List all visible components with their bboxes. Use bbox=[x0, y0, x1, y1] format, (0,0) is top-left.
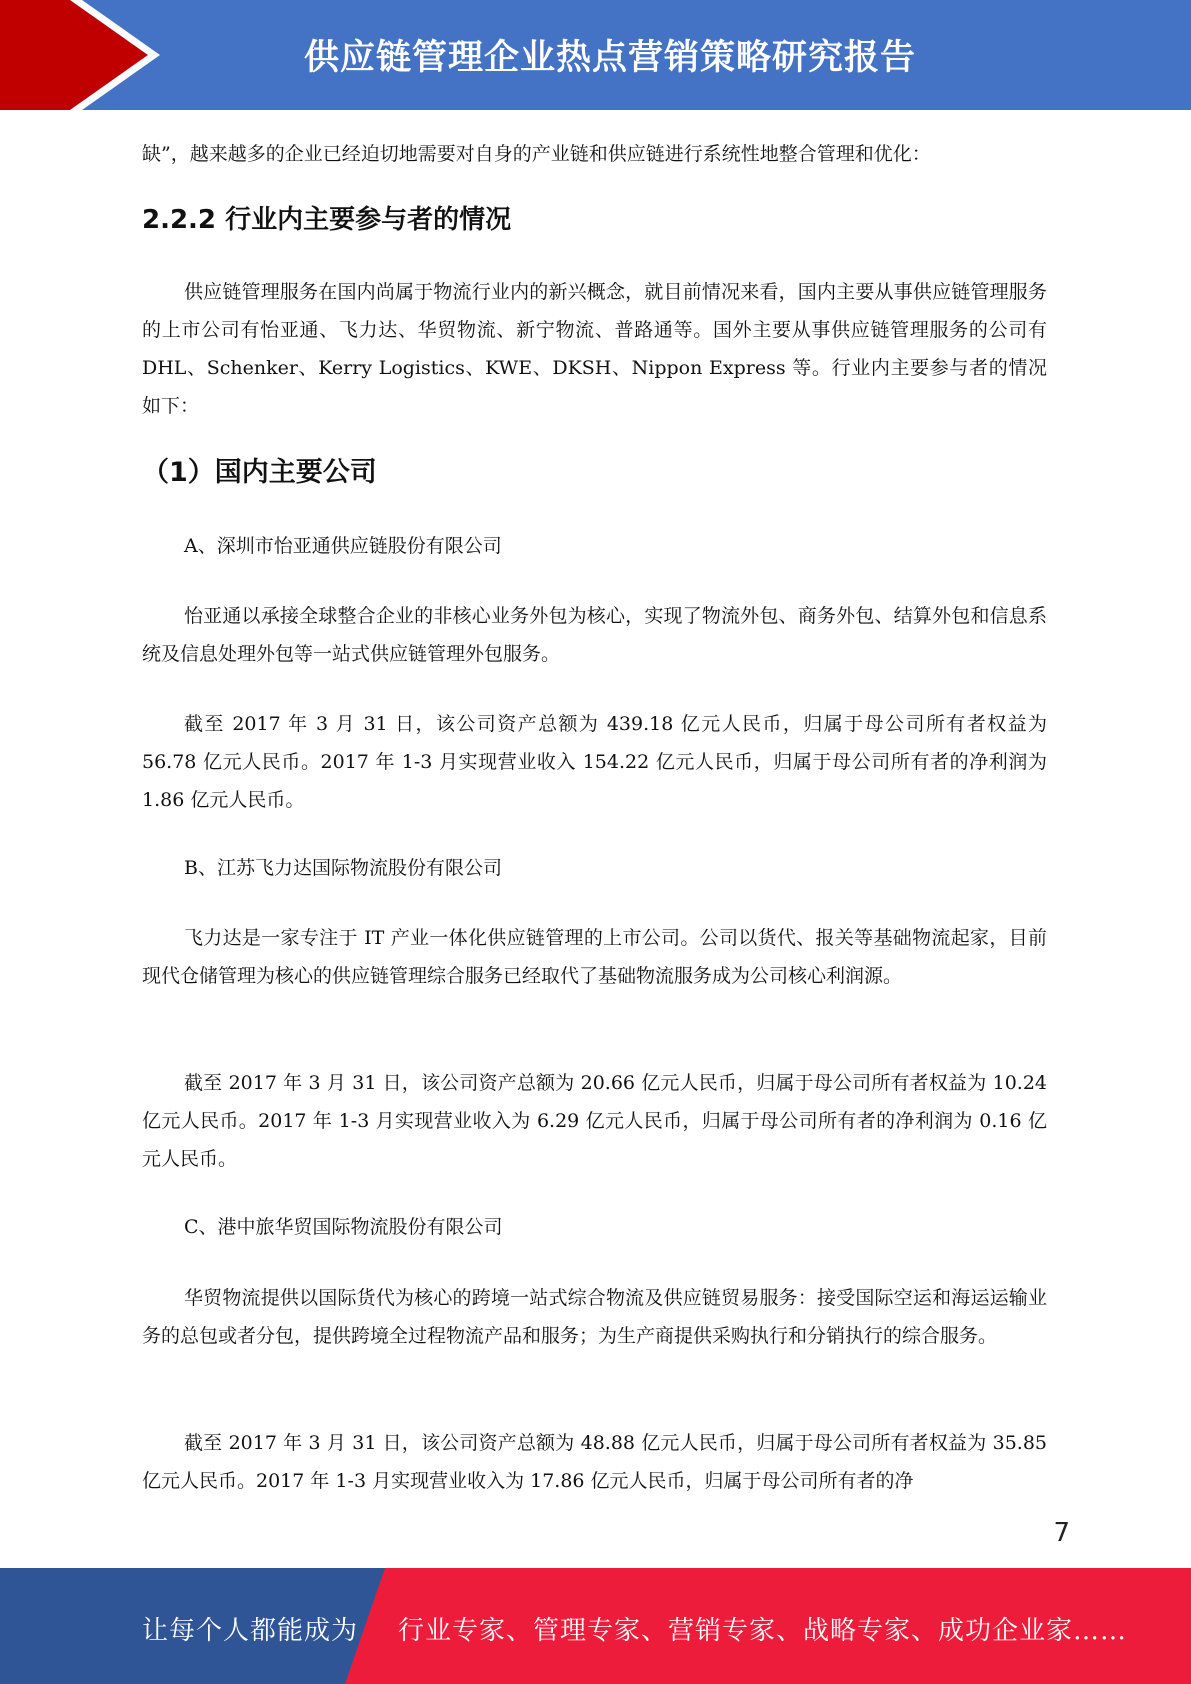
company-description: 飞力达是一家专注于 IT 产业一体化供应链管理的上市公司。公司以货代、报关等基础物流起家，目前现代仓储管理为核心的供应链管理综合服务已经取代了基础物流服务成为公司核心利润源。 bbox=[142, 927, 1047, 987]
section-heading: 2.2.2 行业内主要参与者的情况 bbox=[142, 205, 512, 235]
company-name: A、深圳市怡亚通供应链股份有限公司 bbox=[184, 535, 502, 557]
company-name: C、港中旅华贸国际物流股份有限公司 bbox=[184, 1216, 503, 1238]
company-financials: 截至 2017 年 3 月 31 日，该公司资产总额为 439.18 亿元人民币，归属于母公司所有者权益为 56.78 亿元人民币。2017 年 1-3 月实现营业收入 154.22 亿元人民币，归属于母公司所有者的净利润为 1.86 亿元人民币。 bbox=[142, 713, 1047, 811]
footer-slogan-left: 让每个人都能成为 bbox=[142, 1616, 359, 1646]
subsection-heading: （1）国内主要公司 bbox=[142, 457, 377, 488]
page-header bbox=[0, 0, 1191, 110]
company-financials: 截至 2017 年 3 月 31 日，该公司资产总额为 48.88 亿元人民币，归属于母公司所有者权益为 35.85 亿元人民币。2017 年 1-3 月实现营业收入为 17.86 亿元人民币，归属于母公司所有者的净 bbox=[142, 1432, 1047, 1492]
company-financials: 截至 2017 年 3 月 31 日，该公司资产总额为 20.66 亿元人民币，归属于母公司所有者权益为 10.24 亿元人民币。2017 年 1-3 月实现营业收入为 6.29 亿元人民币，归属于母公司所有者的净利润为 0.16 亿元人民币。 bbox=[142, 1072, 1047, 1170]
footer-slogan-right: 行业专家、管理专家、营销专家、战略专家、成功企业家…… bbox=[398, 1616, 1128, 1646]
intro-paragraph: 供应链管理服务在国内尚属于物流行业内的新兴概念，就目前情况来看，国内主要从事供应链管理服务的上市公司有怡亚通、飞力达、华贸物流、新宁物流、普路通等。国外主要从事供应链管理服务的公司有 DHL、Schenker、Kerry Logistics、KWE、DKSH、Nippon Express 等。行业内主要参与者的情况如下： bbox=[142, 281, 1047, 417]
continuation-paragraph: 缺”，越来越多的企业已经迫切地需要对自身的产业链和供应链进行系统性地整合管理和优化： bbox=[142, 143, 931, 165]
company-description: 怡亚通以承接全球整合企业的非核心业务外包为核心，实现了物流外包、商务外包、结算外包和信息系统及信息处理外包等一站式供应链管理外包服务。 bbox=[142, 605, 1047, 665]
page-footer bbox=[0, 1568, 1191, 1684]
company-description: 华贸物流提供以国际货代为核心的跨境一站式综合物流及供应链贸易服务：接受国际空运和海运运输业务的总包或者分包，提供跨境全过程物流产品和服务；为生产商提供采购执行和分销执行的综合服务。 bbox=[142, 1287, 1047, 1347]
page-number: 7 bbox=[1053, 1518, 1070, 1548]
company-name: B、江苏飞力达国际物流股份有限公司 bbox=[184, 857, 502, 879]
report-title: 供应链管理企业热点营销策略研究报告 bbox=[303, 38, 916, 78]
